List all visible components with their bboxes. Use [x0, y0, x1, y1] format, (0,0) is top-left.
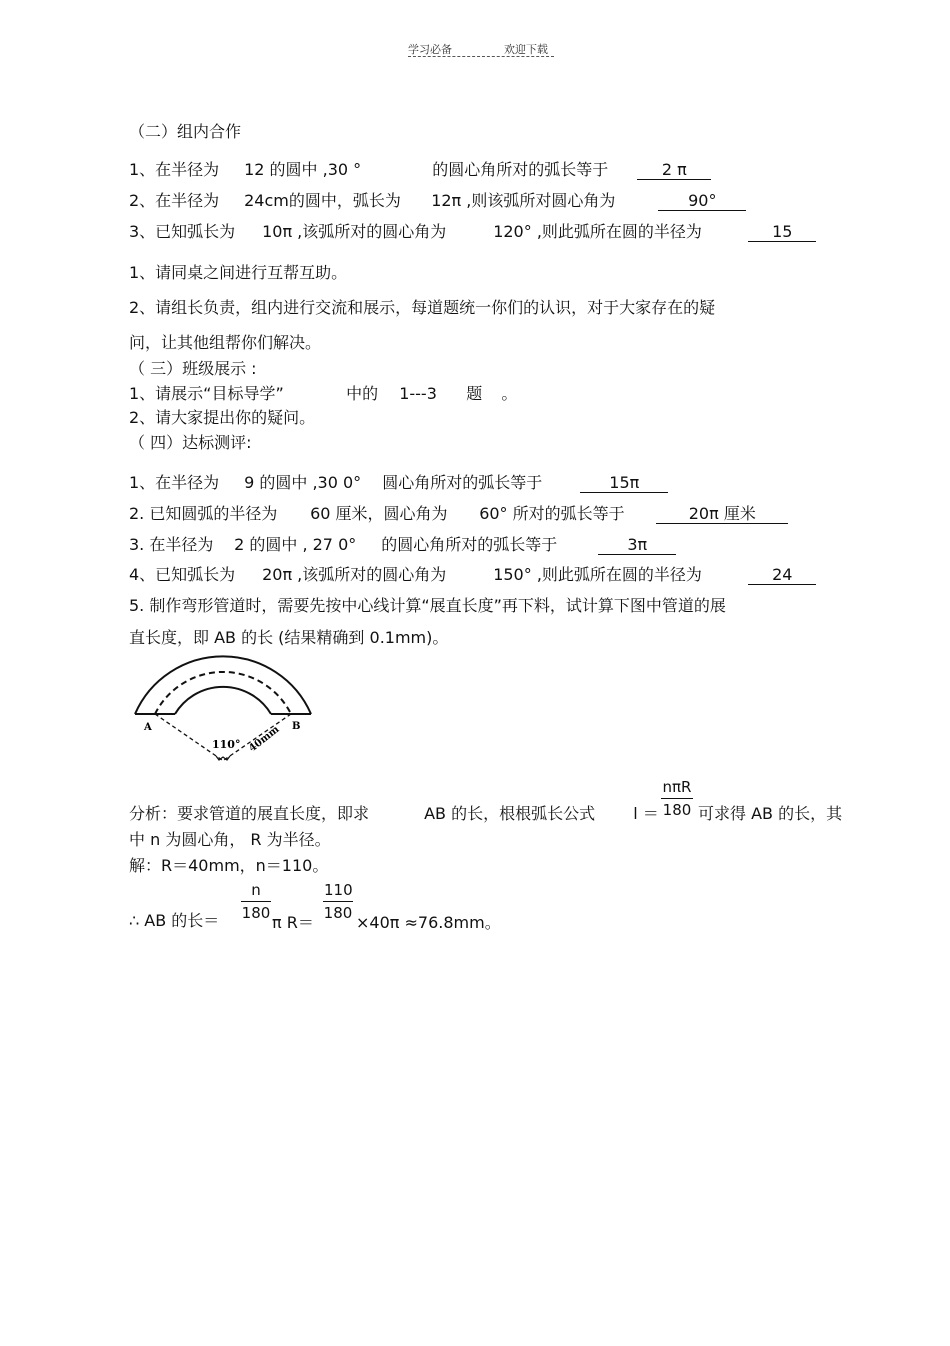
pipe-outer-arc — [135, 656, 311, 714]
solution-b: π R＝ — [272, 913, 314, 932]
sol-frac1-num: n — [241, 881, 271, 902]
angle-label: 110° — [212, 738, 241, 751]
header-right: 欢迎下载 — [504, 43, 548, 56]
pipe-figure — [128, 652, 328, 772]
analysis-c: l ＝ — [633, 804, 659, 823]
q3-answer: 15 — [748, 223, 816, 242]
s4q2-a: 2. 已知圆弧的半径为 — [129, 504, 278, 523]
q3-part-c: 120° ,则此弧所在圆的半径为 — [493, 222, 702, 241]
analysis-line-1 — [129, 804, 705, 824]
s4q2-answer: 20π 厘米 — [656, 505, 788, 524]
s4q1-c: 圆心角所对的弧长等于 — [382, 473, 543, 492]
radius-label: 40mm — [247, 724, 282, 755]
sec4-question-5: 5. 制作弯形管道时，需要先按中心线计算“展直长度”再下料，试计算下图中管道的展 — [129, 596, 726, 615]
sec2-question-2 — [129, 191, 746, 211]
q1-part-b: 12 的圆中 ,30 ° — [244, 160, 362, 179]
header-rule — [408, 56, 554, 57]
q2-part-c: 12π ,则该弧所对圆心角为 — [431, 191, 616, 210]
q3-part-a: 3、已知弧长为 — [129, 222, 236, 241]
pipe-center-arc — [155, 672, 291, 714]
sol-frac2-den: 180 — [323, 904, 353, 922]
solution-fraction-2 — [323, 881, 353, 922]
sec3-l1-c: 1---3 — [399, 384, 437, 403]
sec3-l1-d: 题 — [466, 384, 483, 403]
sec4-question-5-cont: 直长度，即 AB 的长 (结果精确到 0.1mm)。 — [129, 628, 449, 647]
analysis-line-2: 中 n 为圆心角， R 为半径。 — [129, 830, 331, 849]
angle-mark — [216, 756, 230, 760]
sec4-question-1 — [129, 473, 668, 493]
sec2-question-1 — [129, 160, 711, 180]
section-3-title: （ 三）班级展示 : — [129, 359, 257, 378]
analysis-a: 分析：要求管道的展直长度，即求 — [129, 804, 370, 823]
solution-line-1: 解：R＝40mm，n＝110。 — [129, 856, 329, 875]
s4q1-answer: 15π — [580, 474, 668, 493]
s4q1-b: 9 的圆中 ,30 0° — [244, 473, 362, 492]
s4q3-c: 的圆心角所对的弧长等于 — [381, 535, 558, 554]
q2-answer: 90° — [658, 192, 746, 211]
note-2-cont: 问，让其他组帮你们解决。 — [129, 333, 322, 352]
pipe-inner-arc — [175, 687, 271, 714]
solution-fraction-1 — [241, 881, 271, 922]
s4q3-a: 3. 在半径为 — [129, 535, 214, 554]
sec3-line-2: 2、请大家提出你的疑问。 — [129, 408, 316, 427]
s4q3-answer: 3π — [598, 536, 676, 555]
sol-frac2-num: 110 — [323, 881, 353, 902]
s4q4-answer: 24 — [748, 566, 816, 585]
sec2-question-3 — [129, 222, 816, 242]
s4q4-c: 150° ,则此弧所在圆的半径为 — [493, 565, 702, 584]
sol-frac1-den: 180 — [241, 904, 271, 922]
label-a: A — [144, 722, 152, 733]
q1-part-c: 的圆心角所对的弧长等于 — [432, 160, 609, 179]
label-b: B — [292, 721, 301, 732]
analysis-d: 可求得 AB 的长，其 — [698, 804, 843, 823]
q2-part-a: 2、在半径为 — [129, 191, 220, 210]
s4q1-a: 1、在半径为 — [129, 473, 220, 492]
s4q4-b: 20π ,该弧所对的圆心角为 — [262, 565, 447, 584]
q3-part-b: 10π ,该弧所对的圆心角为 — [262, 222, 447, 241]
formula-denominator: 180 — [662, 801, 692, 819]
note-2: 2、请组长负责，组内进行交流和展示，每道题统一你们的认识，对于大家存在的疑 — [129, 298, 716, 317]
s4q4-a: 4、已知弧长为 — [129, 565, 236, 584]
sec3-l1-b: 中的 — [346, 384, 379, 403]
q1-answer: 2 π — [637, 161, 711, 180]
sec4-question-4 — [129, 565, 816, 585]
solution-a: ∴ AB 的长＝ — [129, 911, 220, 930]
q1-part-a: 1、在半径为 — [129, 160, 220, 179]
formula-numerator: nπR — [661, 778, 693, 799]
q2-part-b: 24cm的圆中，弧长为 — [244, 191, 401, 210]
solution-c: ×40π ≈76.8mm。 — [356, 913, 501, 932]
sec3-l1-e: 。 — [501, 384, 518, 403]
sec4-question-3 — [129, 535, 676, 555]
section-4-title: （ 四）达标测评: — [129, 433, 252, 452]
s4q2-c: 60° 所对的弧长等于 — [479, 504, 625, 523]
note-1: 1、请同桌之间进行互帮互助。 — [129, 263, 348, 282]
header-left: 学习必备 — [408, 43, 452, 56]
sec3-l1-a: 1、请展示“目标导学” — [129, 384, 284, 403]
sec4-question-2 — [129, 504, 788, 524]
section-2-title: （二）组内合作 — [129, 122, 242, 141]
analysis-b: AB 的长，根根弧长公式 — [424, 804, 596, 823]
radius-line-a — [155, 714, 222, 760]
s4q3-b: 2 的圆中 , 27 0° — [234, 535, 357, 554]
s4q2-b: 60 厘米，圆心角为 — [310, 504, 448, 523]
sec3-line-1 — [129, 384, 517, 404]
